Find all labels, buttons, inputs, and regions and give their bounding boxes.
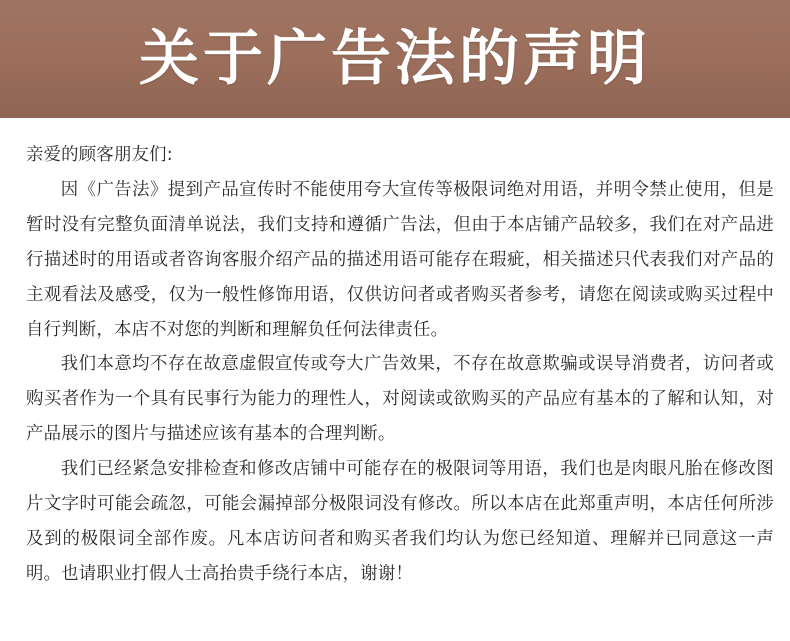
- header-banner: [0, 0, 790, 118]
- paragraph-no-intent: 我们本意均不存在故意虚假宣传或夸大广告效果，不存在故意欺骗或误导消费者，访问者或购买者作为一个具有民事行为能力的理性人，对阅读或欲购买的产品应有基本的了解和认知，对产品展示的图片与描述应该有基本的合理判断。: [26, 354, 774, 445]
- statement-body: [26, 138, 774, 592]
- greeting: 亲爱的顾客朋友们:: [26, 145, 173, 165]
- page-title: 关于广告法的声明: [139, 24, 651, 94]
- paragraph-correction: 我们已经紧急安排检查和修改店铺中可能存在的极限词等用语，我们也是肉眼凡胎在修改图片文字时可能会疏忽，可能会漏掉部分极限词没有修改。所以本店在此郑重声明，本店任何所涉及到的极限词全部作废。凡本店访问者和购买者我们均认为您已经知道、理解并已同意这一声明。也请职业打假人士高抬贵手绕行本店，谢谢！: [26, 459, 774, 584]
- paragraph-ad-law: 因《广告法》提到产品宣传时不能使用夸大宣传等极限词绝对用语，并明令禁止使用，但是暂时没有完整负面清单说法，我们支持和遵循广告法，但由于本店铺产品较多，我们在对产品进行描述时的用语或者咨询客服介绍产品的描述用语可能存在瑕疵，相关描述只代表我们对产品的主观看法及感受，仅为一般性修饰用语，仅供访问者或者购买者参考，请您在阅读或购买过程中自行判断，本店不对您的判断和理解负任何法律责任。: [26, 179, 774, 340]
